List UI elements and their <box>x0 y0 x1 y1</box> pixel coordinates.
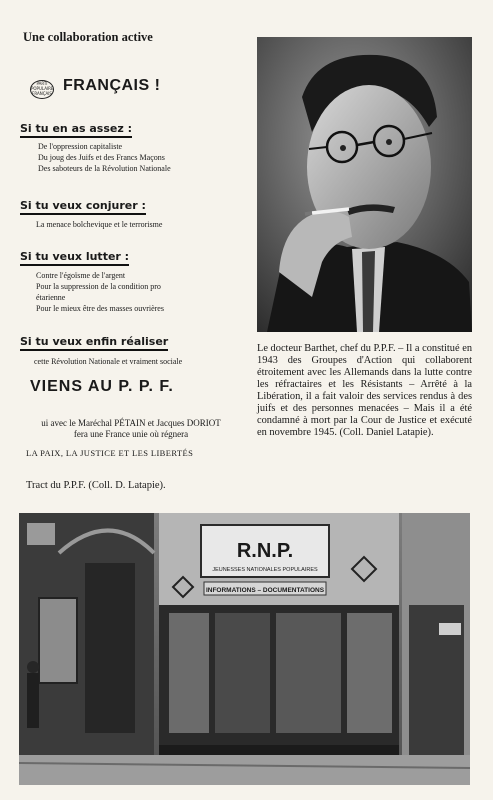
tract-section-lines <box>36 219 162 230</box>
tract-title: FRANÇAIS ! <box>63 77 161 94</box>
tract-call: VIENS AU P. P. F. <box>30 378 174 395</box>
tract-line: De l'oppression capitaliste <box>38 142 123 151</box>
street-photo <box>19 513 470 785</box>
tract-line: Des saboteurs de la Révolution Nationale <box>38 164 171 173</box>
shop-sign-text: R.N.P. <box>236 540 294 562</box>
tract-line: Contre l'égoïsme de l'argent <box>36 271 126 280</box>
tract-caption: Tract du P.P.F. (Coll. D. Latapie). <box>26 480 166 491</box>
tract-section-lines <box>38 141 171 174</box>
party-seal-icon: PARTI POPULAIRE FRANÇAIS <box>30 80 54 99</box>
tract-pledge <box>22 418 240 440</box>
tract-section-label: Si tu veux conjurer : <box>20 199 146 215</box>
portrait-caption: Le docteur Barthet, chef du P.P.F. – Il a constitué en 1943 des Groupes d'Action qui collaborent étroitement avec les Allemands dans la lutte contre les réfractaires et les Résistants – Arrêté à la Libération, il a fait valoir des services rendus à des juifs et des personnes menacées – Mais il a été condamné à mort par la Cour de Justice et exécuté en novembre 1945. (Coll. Daniel Latapie). <box>257 343 473 438</box>
tract-line: étarienne <box>36 293 66 302</box>
tract-line: Pour le mieux être des masses ouvrières <box>36 304 164 313</box>
tract-section-label: Si tu veux lutter : <box>20 250 129 266</box>
tract-line: La menace bolchevique et le terrorisme <box>36 220 163 229</box>
tract-pledge-line: fera une France unie où régnera <box>73 429 189 439</box>
shop-band-text: INFORMATIONS – DOCUMENTATIONS <box>205 587 325 594</box>
tract-section-lines <box>34 356 182 367</box>
tract-line: cette Révolution Nationale et vraiment sociale <box>34 357 183 366</box>
tract-section-label: Si tu en as assez : <box>20 122 132 138</box>
portrait-photo <box>257 37 472 332</box>
tract-line: Pour la suppression de la condition pro <box>36 282 161 291</box>
shop-sign-subtext: JEUNESSES NATIONALES POPULAIRES <box>212 567 318 573</box>
tract-line: Du joug des Juifs et des Francs Maçons <box>38 153 165 162</box>
tract-motto: LA PAIX, LA JUSTICE ET LES LIBERTÉS <box>26 448 194 458</box>
tract-section-lines <box>36 270 236 314</box>
page-heading: Une collaboration active <box>23 30 153 44</box>
tract-section-label: Si tu veux enfin réaliser <box>20 335 168 351</box>
tract-pledge-line: ui avec le Maréchal PÉTAIN et Jacques DORIOT <box>41 418 221 428</box>
